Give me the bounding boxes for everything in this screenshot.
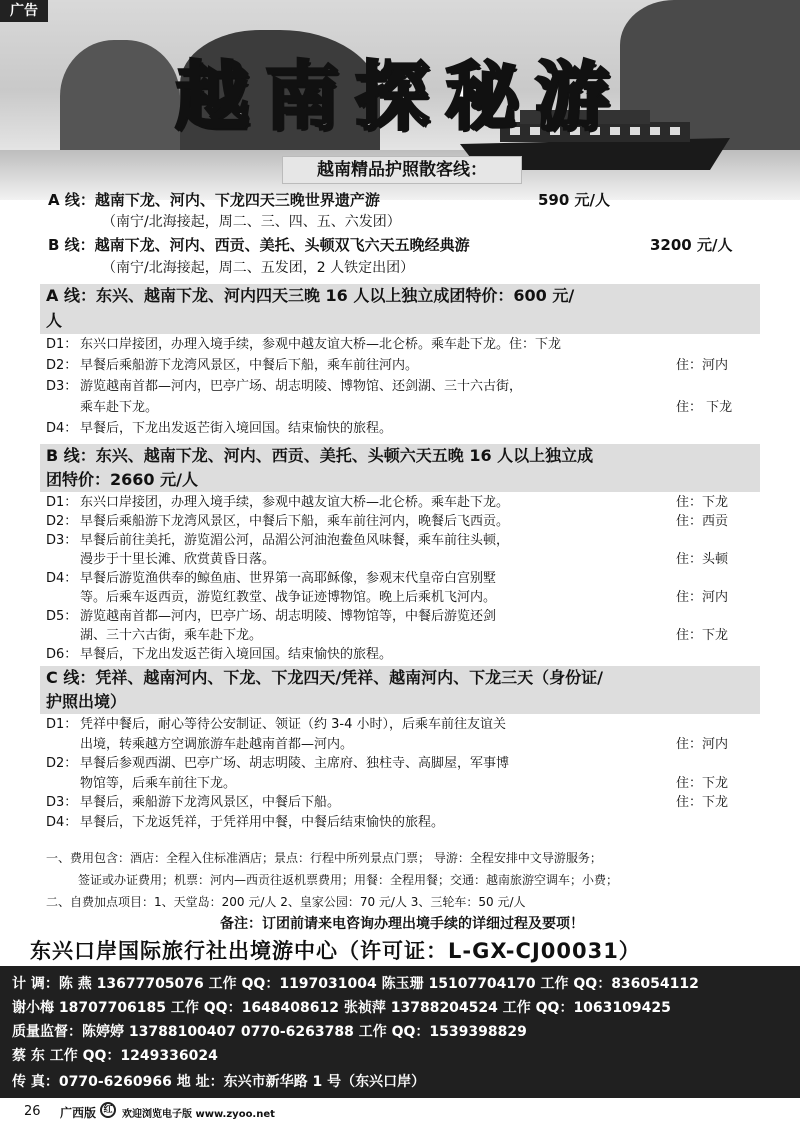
contact-row: 蔡 东 工作 QQ：1249336024 [12, 1048, 218, 1064]
day-label: D2： [46, 756, 78, 771]
edition-label: 广西版 [60, 1106, 97, 1120]
day-stay: 住：下龙 [676, 495, 729, 510]
day-description: 早餐后乘船游下龙湾风景区，中餐后下船，乘车前往河内，晚餐后飞西贡。 [80, 514, 510, 529]
fees-included: 一、费用包含：酒店：全程入住标准酒店；景点：行程中所列景点门票； 导游：全程安排中文导游服务； [46, 851, 602, 865]
day-description: 出境，转乘越方空调旅游车赴越南首都—河内。 [80, 736, 354, 752]
day-stay: 住：下龙 [676, 628, 729, 643]
website-link[interactable]: 欢迎浏览电子版 www.zyoo.net [122, 1109, 275, 1120]
fees-optional: 二、自费加点项目：1、天堂岛：200 元/人 2、皇家公园：70 元/人 3、三轮车：50 元/人 [46, 895, 526, 909]
contact-row: 计 调：陈 燕 13677705076 工作 QQ：1197031004 陈玉珊 15107704170 工作 QQ：836054112 [12, 976, 699, 992]
day-label: D5： [46, 609, 78, 624]
contact-row: 谢小梅 18707706185 工作 QQ：1648408612 张祯萍 13788204524 工作 QQ：1063109425 [12, 1000, 671, 1016]
routes-heading: 越南精品护照散客线： [282, 156, 522, 184]
day-label: D1： [46, 337, 78, 352]
day-description: 东兴口岸接团，办理入境手续，参观中越友谊大桥—北仑桥。乘车赴下龙。住：下龙 [80, 337, 562, 352]
day-label: D4： [46, 814, 78, 830]
day-description: 早餐后，乘船游下龙湾风景区，中餐后下船。 [80, 795, 341, 810]
day-label: D3： [46, 795, 78, 810]
day-stay: 住： 下龙 [676, 400, 733, 415]
publisher-logo-icon: 红 [100, 1102, 116, 1118]
day-label: D1： [46, 495, 78, 510]
passport-route-b: B 线：越南下龙、河内、西贡、美托、头顿双飞六天五晚经典游 [48, 236, 470, 254]
day-description: 凭祥中餐后，耐心等待公安制证、领证（约 3-4 小时），后乘车前往友谊关 [80, 717, 506, 732]
day-description: 漫步于十里长滩、欣赏黄昏日落。 [80, 552, 276, 567]
day-stay: 住：河内 [676, 590, 729, 605]
day-label: D3： [46, 533, 78, 548]
day-description: 早餐后游览渔供奉的鲸鱼庙、世界第一高耶稣像，参观末代皇帝白宫别墅 [80, 571, 497, 586]
day-stay: 住：河内 [676, 358, 729, 373]
day-label: D4： [46, 571, 78, 586]
day-description: 早餐后，下龙返凭祥，于凭祥用中餐，中餐后结束愉快的旅程。 [80, 814, 445, 830]
agency-name: 东兴口岸国际旅行社出境游中心（许可证：L-GX-CJ00031） [30, 939, 641, 963]
day-description: 东兴口岸接团，办理入境手续，参观中越友谊大桥—北仑桥。乘车赴下龙。 [80, 495, 510, 510]
day-label: D6： [46, 647, 78, 662]
route-c-header: C 线：凭祥、越南河内、下龙、下龙四天/凭祥、越南河内、下龙三天（身份证/ [46, 668, 604, 687]
day-stay: 住：西贡 [676, 514, 729, 529]
day-label: D2： [46, 358, 78, 373]
day-description: 等。后乘车返西贡，游览红教堂、战争证迹博物馆。晚上后乘机飞河内。 [80, 590, 497, 605]
contact-footer [0, 966, 800, 1098]
day-stay: 住：头顿 [676, 552, 729, 567]
route-b-header: B 线：东兴、越南下龙、河内、西贡、美托、头顿六天五晚 16 人以上独立成 [46, 446, 594, 465]
page-number: 26 [24, 1104, 41, 1119]
day-description: 乘车赴下龙。 [80, 400, 159, 415]
page-title: 越南探秘游 [175, 54, 625, 140]
day-label: D4： [46, 421, 78, 436]
day-description: 游览越南首都—河内，巴亭广场、胡志明陵、博物馆等，中餐后游览还剑 [80, 609, 497, 624]
passport-route-a: A 线：越南下龙、河内、下龙四天三晚世界遗产游 [48, 191, 380, 209]
day-label: D1： [46, 717, 78, 732]
booking-note: 备注：订团前请来电咨询办理出境手续的详细过程及要项！ [220, 916, 584, 932]
day-description: 游览越南首都—河内，巴亭广场、胡志明陵、博物馆、还剑湖、三十六古街， [80, 379, 523, 394]
passport-route-b-note: （南宁/北海接起，周二、五发团，2 人铁定出团） [102, 260, 415, 276]
day-label: D2： [46, 514, 78, 529]
day-description: 湖、三十六古街，乘车赴下龙。 [80, 628, 263, 643]
route-c-header-cont: 护照出境） [46, 692, 127, 711]
route-a-header-cont: 人 [46, 311, 63, 330]
passport-route-a-price: 590 元/人 [538, 191, 611, 209]
day-stay: 住：河内 [676, 736, 729, 752]
fees-included-cont: 签证或办证费用；机票：河内—西贡往返机票费用；用餐：全程用餐；交通：越南旅游空调车；小费； [78, 873, 619, 887]
ad-tag: 广告 [0, 0, 48, 22]
day-stay: 住：下龙 [676, 775, 729, 791]
day-label: D3： [46, 379, 78, 394]
day-description: 物馆等，后乘车前往下龙。 [80, 775, 237, 791]
day-description: 早餐后参观西湖、巴亭广场、胡志明陵、主席府、独柱寺、高脚屋，军事博 [80, 756, 510, 771]
day-description: 早餐后乘船游下龙湾风景区，中餐后下船，乘车前往河内。 [80, 358, 419, 373]
passport-route-a-note: （南宁/北海接起，周二、三、四、五、六发团） [102, 214, 401, 230]
day-description: 早餐后前往美托，游览湄公河，品湄公河油泡鲞鱼风味餐，乘车前往头顿， [80, 533, 510, 548]
route-a-header: A 线：东兴、越南下龙、河内四天三晚 16 人以上独立成团特价：600 元/ [46, 286, 575, 305]
contact-row: 质量监督：陈婷婷 13788100407 0770-6263788 工作 QQ：1539398829 [12, 1024, 527, 1040]
day-stay: 住：下龙 [676, 795, 729, 810]
day-description: 早餐后，下龙出发返芒街入境回国。结束愉快的旅程。 [80, 647, 393, 662]
passport-route-b-price: 3200 元/人 [650, 236, 733, 254]
page-footer [0, 1098, 800, 1124]
contact-row: 传 真：0770-6260966 地 址：东兴市新华路 1 号（东兴口岸） [12, 1074, 426, 1090]
day-description: 早餐后，下龙出发返芒街入境回国。结束愉快的旅程。 [80, 421, 393, 436]
route-b-header-cont: 团特价：2660 元/人 [46, 470, 198, 489]
